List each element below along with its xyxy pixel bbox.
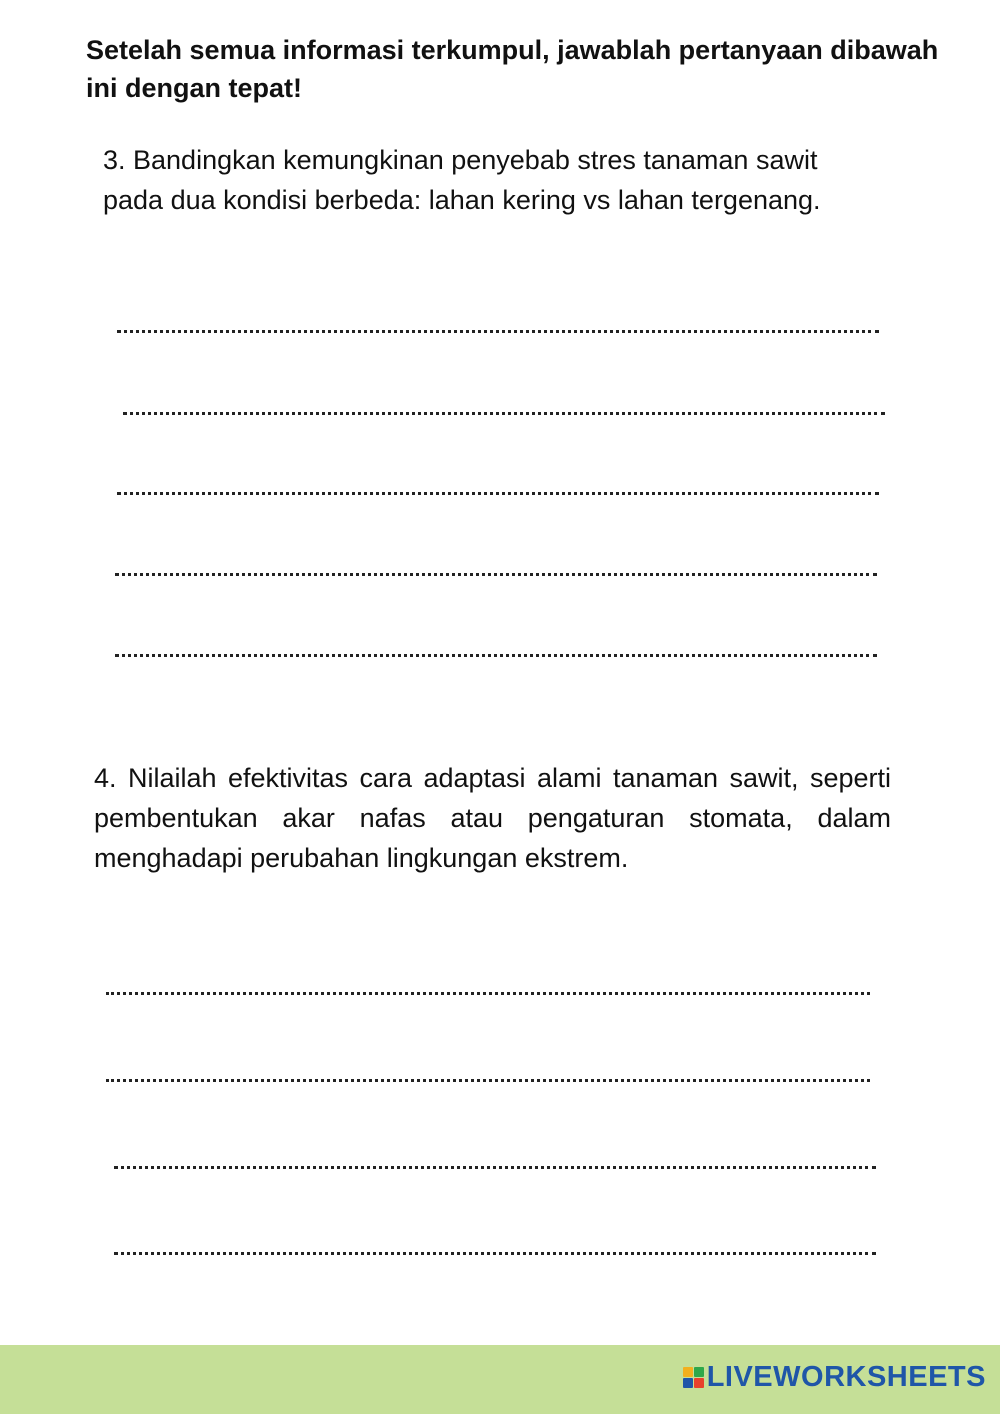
- instruction-heading: Setelah semua informasi terkumpul, jawablah pertanyaan dibawah ini dengan tepat!: [86, 35, 939, 103]
- answer-line-q3-5[interactable]: [115, 654, 877, 657]
- answer-line-q4-4[interactable]: [114, 1252, 876, 1255]
- liveworksheets-logo-icon: [683, 1367, 704, 1388]
- answer-input-q3-1[interactable]: [117, 292, 883, 328]
- answer-input-q4-4[interactable]: [114, 1214, 880, 1250]
- answer-input-q3-3[interactable]: [117, 454, 883, 490]
- answer-line-q4-1[interactable]: [106, 992, 870, 995]
- answer-line-q3-3[interactable]: [117, 492, 879, 495]
- question-4-text: 4. Nilailah efektivitas cara adaptasi alami tanaman sawit, seperti pembentukan akar nafas atau pengaturan stomata, dalam menghadapi perubahan lingkungan ekstrem.: [94, 763, 891, 873]
- answer-line-q3-4[interactable]: [115, 573, 877, 576]
- liveworksheets-brand[interactable]: [683, 1361, 986, 1394]
- logo-tile-4: [694, 1378, 704, 1388]
- answer-line-q4-2[interactable]: [106, 1079, 870, 1082]
- logo-tile-3: [683, 1378, 693, 1388]
- answer-line-q3-2[interactable]: [123, 412, 885, 415]
- answer-line-q4-3[interactable]: [114, 1166, 876, 1169]
- logo-tile-2: [694, 1367, 704, 1377]
- answer-line-q3-1[interactable]: [117, 330, 879, 333]
- brand-name: LIVEWORKSHEETS: [706, 1361, 986, 1393]
- question-3-text: 3. Bandingkan kemungkinan penyebab stres tanaman sawit pada dua kondisi berbeda: lahan kering vs lahan tergenang.: [103, 145, 821, 215]
- logo-tile-1: [683, 1367, 693, 1377]
- answer-input-q4-3[interactable]: [114, 1128, 880, 1164]
- answer-input-q3-4[interactable]: [115, 535, 881, 571]
- answer-input-q3-5[interactable]: [115, 616, 881, 652]
- footer-band: [0, 1345, 1000, 1414]
- answer-input-q3-2[interactable]: [123, 374, 889, 410]
- answer-input-q4-1[interactable]: [106, 954, 874, 990]
- answer-input-q4-2[interactable]: [106, 1041, 874, 1077]
